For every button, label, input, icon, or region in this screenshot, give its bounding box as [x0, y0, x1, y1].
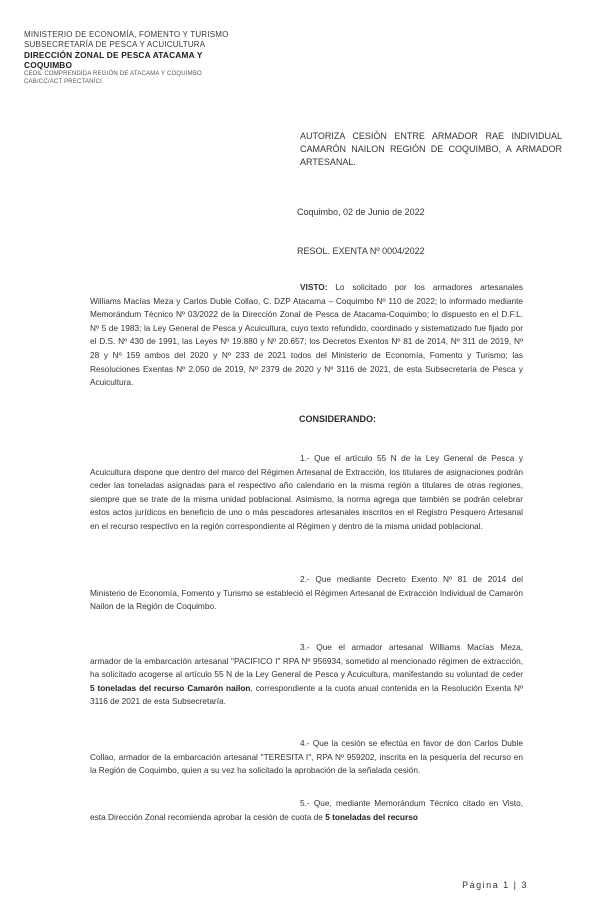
header-region: COQUIMBO: [24, 60, 73, 70]
header-subsecretariat: SUBSECRETARÍA DE PESCA Y ACUICULTURA: [24, 40, 206, 49]
paragraph-4-text: 4.- Que la cesión se efectúa en favor de don Carlos Duble Collao, armador de la embarcación artesanal "TERESITA I", RPA Nº 959202, inscrita en la pesquería del recurso en la Región de Coquimbo, quien a su vez ha solicitado la aprobación de la señalada cesión.: [90, 738, 523, 776]
paragraph-5-text: 5.- Que, mediante Memorándum Técnico citado en Visto, esta Dirección Zonal recomienda aprobar la cesión de cuota de: [90, 798, 523, 822]
considerando-paragraph-3: [90, 641, 523, 709]
paragraph-3-text-b: , correspondiente a la cuota anual contenida en la Resolución Exenta Nº 3116 de 2021 de esta Subsecretaría.: [90, 682, 523, 707]
header-zonal-direction: DIRECCIÓN ZONAL DE PESCA ATACAMA Y: [24, 50, 203, 60]
considerando-paragraph-5: [90, 797, 523, 824]
resolution-date: Coquimbo, 02 de Junio de 2022: [297, 207, 425, 217]
resolution-number: RESOL. EXENTA Nº 0004/2022: [297, 246, 425, 256]
considerando-paragraph-1: [90, 452, 523, 534]
letterhead: [24, 30, 284, 86]
resolution-subject: AUTORIZA CESIÓN ENTRE ARMADOR RAE INDIVIDUAL CAMARÓN NAILON REGIÓN DE COQUIMBO, A ARMADOR ARTESANAL.: [300, 131, 562, 167]
visto-label: VISTO:: [300, 282, 328, 292]
header-reference-code: CAB/CC/ACT PRECTANÍCI: [24, 79, 102, 85]
page-number: Página 1 | 3: [462, 880, 528, 890]
paragraph-3-bold: 5 toneladas del recurso Camarón nailon: [90, 682, 251, 693]
paragraph-2-text: 2.- Que mediante Decreto Exento Nº 81 de 2014 del Ministerio de Economía, Fomento y Turismo se estableció el Régimen Artesanal de Extracción Individual de Camarón Nailon de la Región de Coquimbo.: [90, 574, 523, 612]
considerando-paragraph-2: [90, 573, 523, 614]
header-sub-note: CEDIL COMPRENDIDA REGIÓN DE ATACAMA Y COQUIMBO: [24, 71, 202, 77]
visto-text: Lo solicitado por los armadores artesanales Williams Macías Meza y Carlos Duble Collao, C. DZP Atacama – Coquimbo Nº 110 de 2022; lo informado mediante Memorándum Técnico Nº 03/2022 de la Dirección Zonal de Pesca de Atacama-Coquimbo; lo dispuesto en el D.F.L. Nº 5 de 1983; la Ley General de Pesca y Acuicultura, cuyo texto refundido, coordinado y sistematizado fue fijado por el D.S. Nº 430 de 1991, las Leyes Nº 19.880 y Nº 20.657; los Decretos Exentos Nº 81 de 2014, Nº 311 de 2019, Nº 28 y Nº 159 ambos del 2020 y Nº 233 de 2021 todos del Ministerio de Economía, Fomento y Turismo; las Resoluciones Exentas Nº 2.050 de 2019, Nº 2379 de 2020 y Nº 3116 de 2021, de esta Subsecretaría de Pesca y Acuicultura.: [90, 282, 524, 388]
paragraph-5-bold: 5 toneladas del recurso: [325, 811, 418, 822]
visto-section: [90, 281, 523, 390]
considerando-paragraph-4: [90, 737, 523, 778]
header-ministry: MINISTERIO DE ECONOMÍA, FOMENTO Y TURISMO: [24, 30, 229, 39]
considerando-heading: CONSIDERANDO:: [299, 414, 377, 424]
paragraph-1-text: 1.- Que el artículo 55 N de la Ley General de Pesca y Acuicultura dispone que dentro del marco del Régimen Artesanal de Extracción, los titulares de asignaciones podrán ceder las toneladas asignadas para el respectivo año calendario en la misma región a titulares de otras regiones, siempre que se trate de la misma unidad poblacional. Asimismo, la norma agrega que también se podrán celebrar estos actos jurídicos en beneficio de uno o más pescadores artesanales inscritos en el Registro Pesquero Artesanal en el recurso respectivo en la región correspondiente al Régimen y dentro de la misma unidad poblacional.: [90, 453, 523, 531]
paragraph-3-text-a: 3.- Que el armador artesanal Williams Macías Meza, armador de la embarcación artesanal "PACIFICO I" RPA Nº 956934, sometido al mencionado régimen de extracción, ha solicitado acogerse al artículo 55 N de la Ley General de Pesca y Acuicultura, manifestando su voluntad de ceder: [90, 642, 523, 680]
